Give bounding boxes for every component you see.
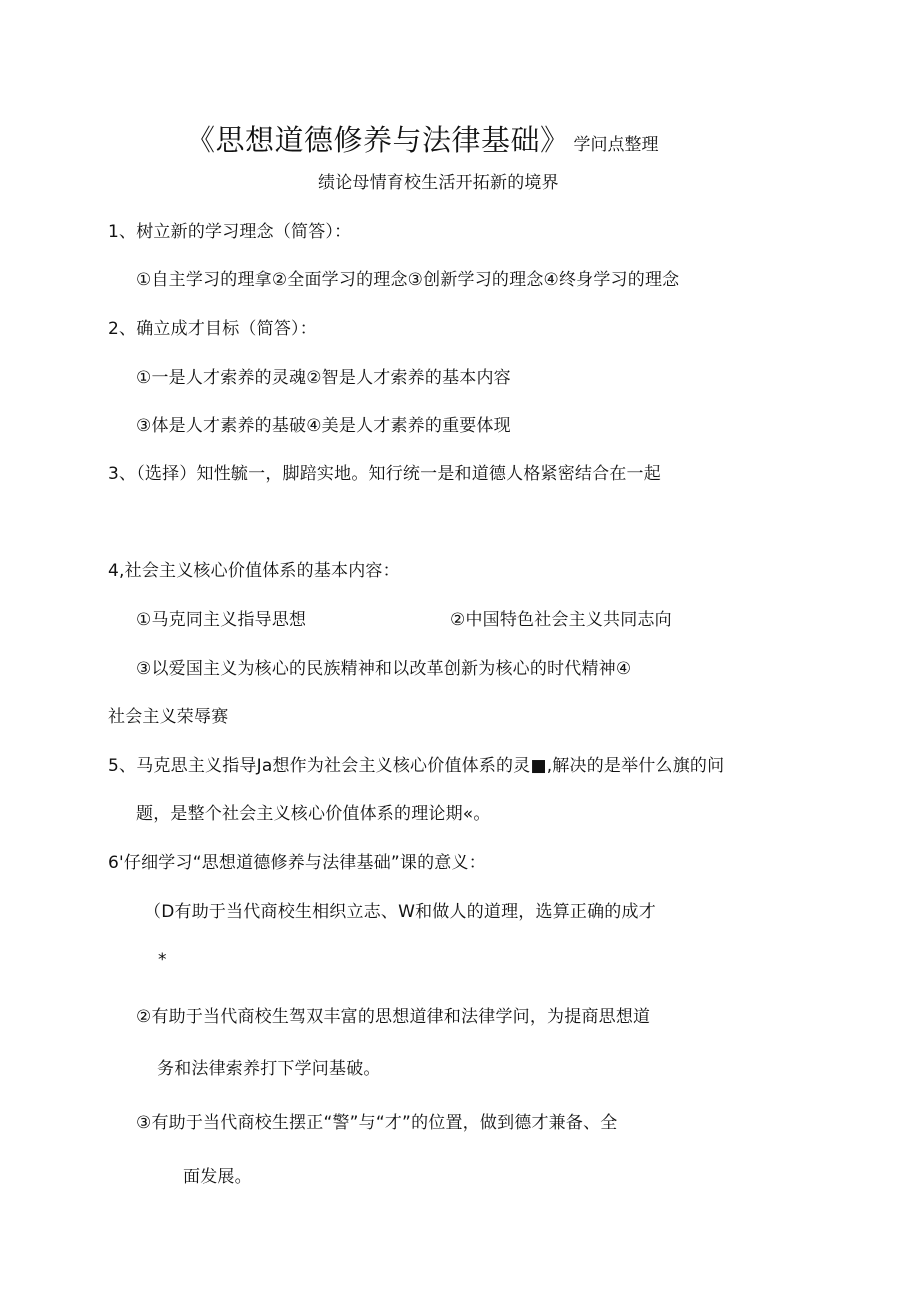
item-body-4a: ①马克同主义指导思想 [136,610,307,630]
section-heading: 绩论母情育校生活开拓新的境界 [318,173,559,193]
item-body-4d: 社会主义荣辱赛 [108,707,229,727]
item-heading-3: 3、（选择）知性毓一，脚踣实地。知行统一是和道德人格紧密结合在一起 [108,464,661,484]
item-body-6c: ③有助于当代商校生摆正“警”与“才”的位置，做到德才兼备、全 [136,1113,618,1133]
item-body-4c: ③以爱国主义为核心的民族精神和以改革创新为核心的时代精神④ [136,659,632,679]
item-heading-1: 1、树立新的学习理念（简答）： [108,222,352,242]
item-body-6a: （D有助于当代商校生相织立志、W和做人的道理，选算正确的成才 [144,902,656,922]
item-body-6b: ②有助于当代商校生驾双丰富的思想道律和法律学问，为提商思想道 [136,1007,651,1027]
item-body-5: 题，是整个社会主义核心价值体系的理论期«。 [136,804,491,824]
item-body-2a: ①一是人才索养的灵魂②智是人才索养的基本内容 [136,368,511,388]
item-body-6a-mark: * [158,950,167,970]
item-body-6b-cont: 务和法律索养打下学问基破。 [157,1059,381,1079]
title-main: 《思想道德修养与法律基础》 [186,123,570,157]
item-heading-6: 6'仔细学习“思想道德修养与法律基础”课的意义： [108,853,486,873]
item-heading-2: 2、确立成才目标（简答）： [108,319,317,339]
item-heading-5: 5、马克思主义指导Ja想作为社会主义核心价值体系的灵■,解决的是举什么旗的问 [108,756,725,776]
document-title [186,118,659,159]
title-suffix: 学问点整理 [573,135,659,155]
item-heading-4: 4,社会主义核心价值体系的基本内容： [108,561,400,581]
item-body-2b: ③体是人才素养的基破④美是人才素养的重要体现 [136,416,511,436]
item-body-6c-cont: 面发展。 [183,1167,252,1187]
item-body-4b: ②中国特色社会主义共同志向 [450,610,672,630]
item-body-1: ①自主学习的理拿②全面学习的理念③创新学习的理念④终身学习的理念 [136,270,680,290]
